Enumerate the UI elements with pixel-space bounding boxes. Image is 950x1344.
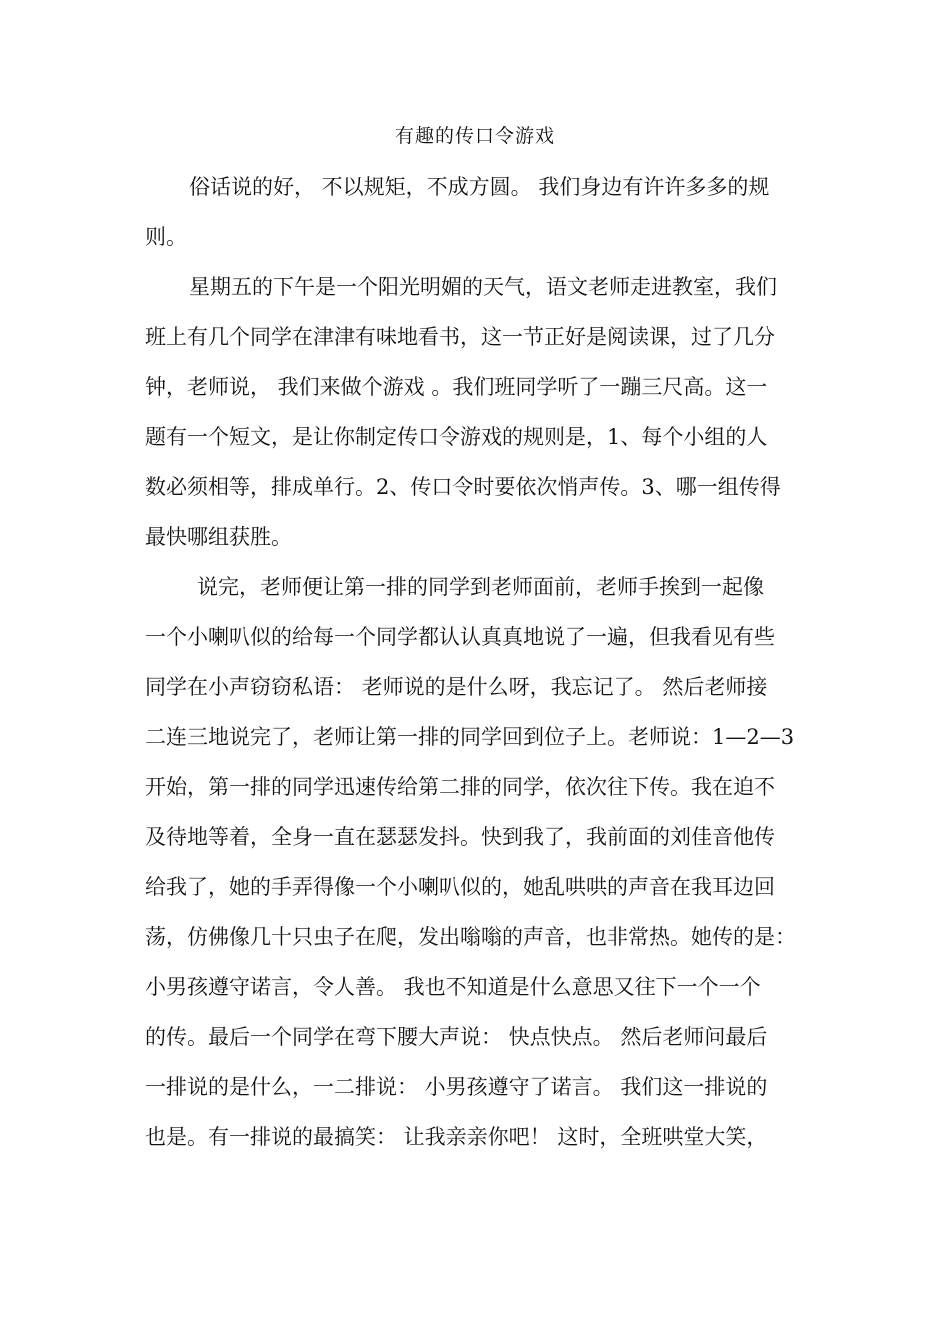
paragraph-3-line-5: 开始，第一排的同学迅速传给第二排的同学，依次往下传。我在迫不 xyxy=(145,775,775,799)
paragraph-3-line-6: 及待地等着，全身一直在瑟瑟发抖。快到我了，我前面的刘佳音他传 xyxy=(145,825,775,849)
paragraph-1-line-1: 俗话说的好， 不以规矩，不成方圆。 我们身边有许许多多的规 xyxy=(189,175,770,199)
paragraph-3-line-11: 一排说的是什么，一二排说： 小男孩遵守了诺言。 我们这一排说的 xyxy=(145,1075,768,1099)
paragraph-2-line-6: 最快哪组获胜。 xyxy=(145,525,292,549)
paragraph-3-line-12: 也是。有一排说的最搞笑： 让我亲亲你吧！ 这时，全班哄堂大笑， xyxy=(145,1125,768,1149)
paragraph-3-line-10: 的传。最后一个同学在弯下腰大声说： 快点快点。 然后老师问最后 xyxy=(145,1025,768,1049)
paragraph-3-line-7: 给我了，她的手弄得像一个小喇叭似的，她乱哄哄的声音在我耳边回 xyxy=(145,875,775,899)
paragraph-1-line-2: 则。 xyxy=(145,225,187,249)
paragraph-3-line-9: 小男孩遵守诺言，令人善。 我也不知道是什么意思又往下一个一个 xyxy=(145,975,761,999)
paragraph-3-line-1: 说完，老师便让第一排的同学到老师面前，老师手挨到一起像 xyxy=(197,575,764,599)
document-body xyxy=(145,170,810,1170)
paragraph-3-line-2: 一个小喇叭似的给每一个同学都认认真真地说了一遍，但我看见有些 xyxy=(145,625,775,649)
paragraph-2-line-5: 数必须相等，排成单行。2、传口令时要依次悄声传。3、哪一组传得 xyxy=(145,475,781,499)
paragraph-2-line-3: 钟，老师说， 我们来做个游戏 。我们班同学听了一蹦三尺高。这一 xyxy=(145,375,768,399)
paragraph-3-line-8: 荡，仿佛像几十只虫子在爬，发出嗡嗡的声音，也非常热。她传的是： xyxy=(145,925,796,949)
paragraph-3-line-4: 二连三地说完了，老师让第一排的同学回到位子上。老师说：1—2—3 xyxy=(145,725,795,749)
paragraph-2-line-1: 星期五的下午是一个阳光明媚的天气，语文老师走进教室，我们 xyxy=(189,275,777,299)
paragraph-2-line-4: 题有一个短文，是让你制定传口令游戏的规则是，1、每个小组的人 xyxy=(145,425,768,449)
paragraph-3-line-3: 同学在小声窃窃私语： 老师说的是什么呀，我忘记了。 然后老师接 xyxy=(145,675,768,699)
paragraph-2-line-2: 班上有几个同学在津津有味地看书，这一节正好是阅读课，过了几分 xyxy=(145,325,775,349)
document-title: 有趣的传口令游戏 xyxy=(394,125,555,147)
